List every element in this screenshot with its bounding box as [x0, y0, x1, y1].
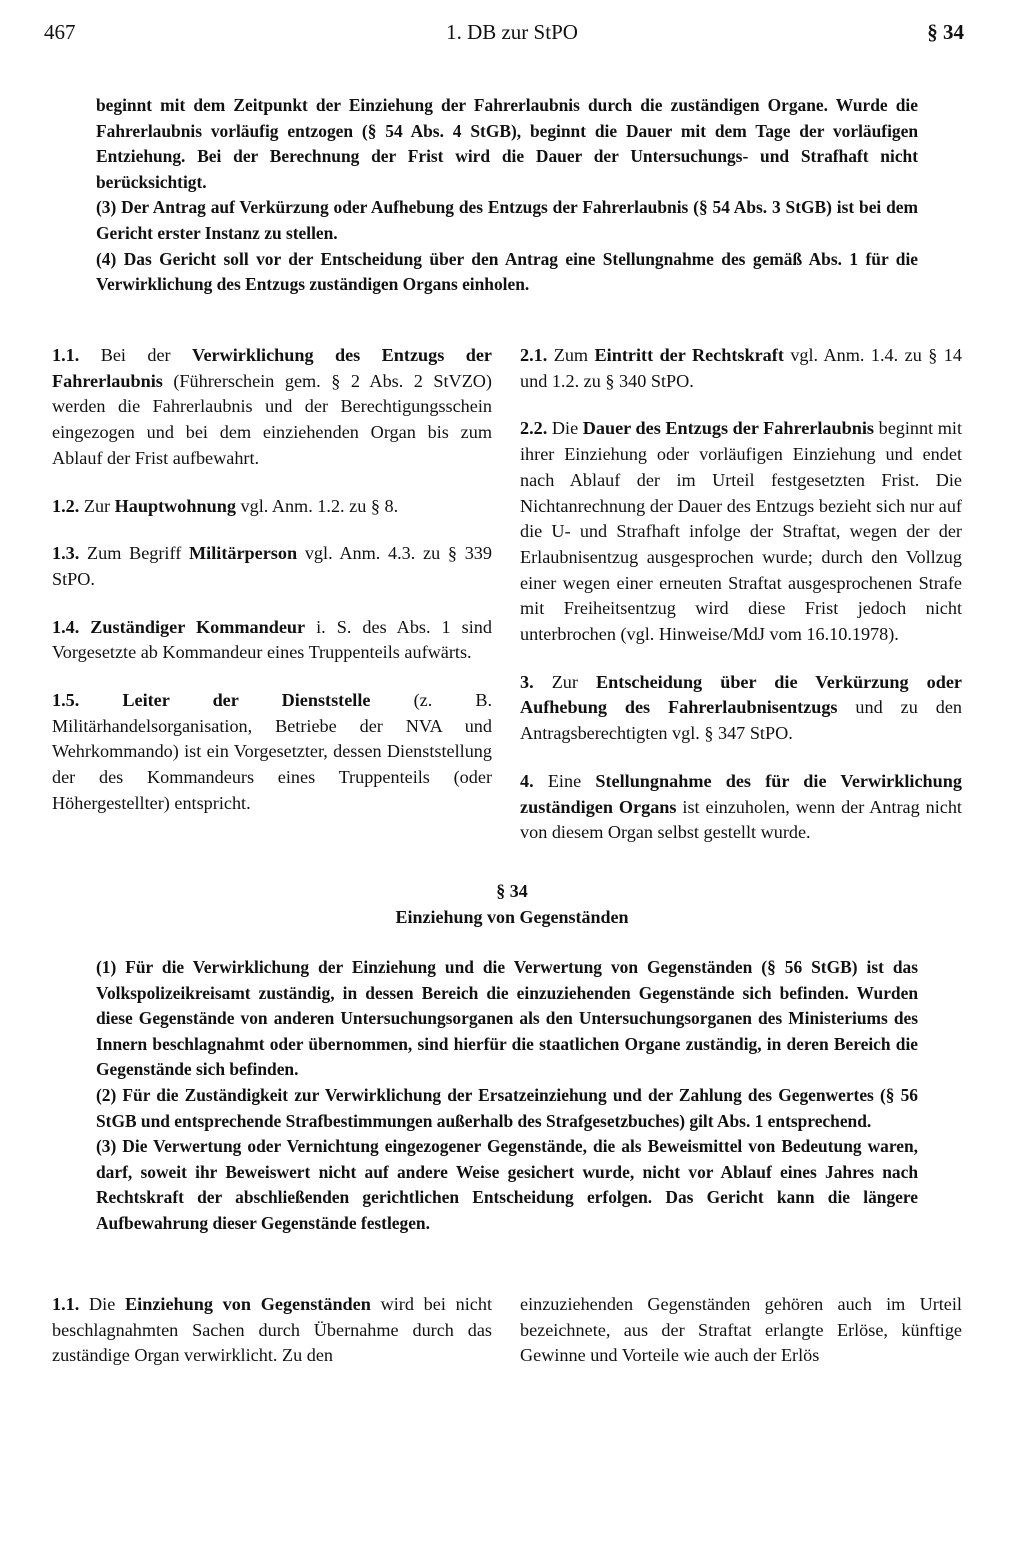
- statute1-paragraph-4: (4) Das Gericht soll vor der Entscheidung über den Antrag eine Stellungnahme des gemäß Abs. 1 für die Verwirklichung des Entzugs zuständigen Organs einholen.: [96, 248, 918, 295]
- note-1-2: 1.2. Zur Hauptwohnung vgl. Anm. 1.2. zu § 8.: [52, 495, 399, 516]
- annotations2-left-column: [52, 1292, 492, 1369]
- note-2-2: 2.2. Die Dauer des Entzugs der Fahrerlaubnis beginnt mit ihrer Einziehung oder vorläufigen Einziehung und endet nach Ablauf der im Urteil festgesetzten Frist. Die Nichtanrechnung der Dauer des Entzugs bezieht sich nur auf die U- und Strafhaft infolge der Straftat, wegen der der Erlaubnisentzug ausgesprochen wurde; durch den Vollzug einer wegen einer erneuten Straftat ausgesprochenen Strafe mit Freiheitsentzug wird diese Frist jedoch nicht unterbrochen (vgl. Hinweise/MdJ vom 16.10.1978).: [520, 418, 963, 645]
- section-marker: § 34: [927, 20, 964, 44]
- note-1-1: 1.1. Bei der Verwirklichung des Entzugs der Fahrerlaubnis (Führerschein gem. § 2 Abs. 2 StVZO) werden die Fahrerlaubnis und der Berechtigungsschein eingezogen und bei dem einziehenden Organ bis zum Ablauf der Frist aufbewahrt.: [52, 345, 492, 468]
- running-title: 1. DB zur StPO: [446, 20, 578, 44]
- note-1-5: 1.5. Leiter der Dienststelle (z. B. Militärhandelsorganisation, Betriebe der NVA und Wehrkommando) ist ein Vorgesetzter, dessen Dienststellung der des Kommandeurs eines Truppenteils (oder Höhergestellter) entspricht.: [52, 690, 492, 813]
- statute1-paragraph-3: (3) Der Antrag auf Verkürzung oder Aufhebung des Entzugs der Fahrerlaubnis (§ 54 Abs. 3 StGB) ist bei dem Gericht erster Instanz zu stellen.: [96, 197, 918, 243]
- section-number: § 34: [496, 881, 528, 901]
- note-1-4: 1.4. Zuständiger Kommandeur i. S. des Abs. 1 sind Vorgesetzte ab Kommandeur eines Truppenteils aufwärts.: [52, 616, 492, 663]
- annotations-left-column: [52, 343, 492, 839]
- note2-continuation: einzuziehenden Gegenständen gehören auch im Urteil bezeichnete, aus der Straftat erlangte Erlöse, künftige Gewinne und Vorteile wie auch der Erlös: [520, 1294, 962, 1366]
- note-3: 3. Zur Entscheidung über die Verkürzung oder Aufhebung des Fahrerlaubnisentzugs und zu den Antragsberechtigten vgl. § 347 StPO.: [520, 671, 962, 744]
- note-4: 4. Eine Stellungnahme des für die Verwirklichung zuständigen Organs ist einzuholen, wenn der Antrag nicht von diesem Organ selbst gestellt wurde.: [520, 770, 962, 843]
- note-1-3: 1.3. Zum Begriff Militärperson vgl. Anm. 4.3. zu § 339 StPO.: [52, 543, 492, 589]
- statute2-paragraph-1: (1) Für die Verwirklichung der Einziehung und die Verwertung von Gegenständen (§ 56 StGB) ist das Volkspolizeikreisamt zuständig, in dessen Bereich die einzuziehenden Gegenstände sich befinden. Wurden diese Gegenstände von anderen Untersuchungsorganen als den Untersuchungsorganen des Ministeriums des Innern beschlagnahmt oder übernommen, sind hierfür die staatlichen Organe zuständig, in deren Bereich die Gegenstände sich befinden.: [96, 957, 918, 1080]
- annotations-right-column: [520, 343, 962, 868]
- statute1-paragraph-1: beginnt mit dem Zeitpunkt der Einziehung der Fahrerlaubnis durch die zuständigen Organe. Wurde die Fahrerlaubnis vorläufig entzogen (§ 54 Abs. 4 StGB), beginnt die Dauer mit dem Tage der vorläufigen Entziehung. Bei der Berechnung der Frist wird die Dauer der Untersuchungs- und Strafhaft nicht berücksichtigt.: [96, 95, 918, 192]
- statute-text-1: [96, 93, 918, 298]
- statute2-paragraph-2: (2) Für die Zuständigkeit zur Verwirklichung der Ersatzeinziehung und der Zahlung des Gegenwertes (§ 56 StGB und entsprechende Strafbestimmungen außerhalb des Strafgesetzbuches) gilt Abs. 1 entsprechend.: [96, 1084, 918, 1131]
- section-heading: [0, 878, 1024, 930]
- page-number: 467: [44, 20, 76, 44]
- annotations2-right-column: [520, 1292, 962, 1369]
- statute-text-2: [96, 955, 918, 1237]
- statute2-paragraph-3: (3) Die Verwertung oder Vernichtung eingezogener Gegenstände, die als Beweismittel von Bedeutung waren, darf, soweit ihr Beweiswert nicht auf andere Weise gesichert wurde, nicht vor Ablauf eines Jahres nach Rechtskraft der abschließenden gerichtlichen Entscheidung erfolgen. Das Gericht kann die längere Aufbewahrung dieser Gegenstände festlegen.: [96, 1136, 918, 1233]
- section-title: Einziehung von Gegenständen: [395, 907, 629, 927]
- note-2-1: 2.1. Zum Eintritt der Rechtskraft vgl. Anm. 1.4. zu § 14 und 1.2. zu § 340 StPO.: [520, 345, 962, 391]
- note2-1-1: 1.1. Die Einziehung von Gegenständen wird bei nicht beschlagnahmten Sachen durch Übernahme durch das zuständige Organ verwirklicht. Zu den: [52, 1294, 492, 1366]
